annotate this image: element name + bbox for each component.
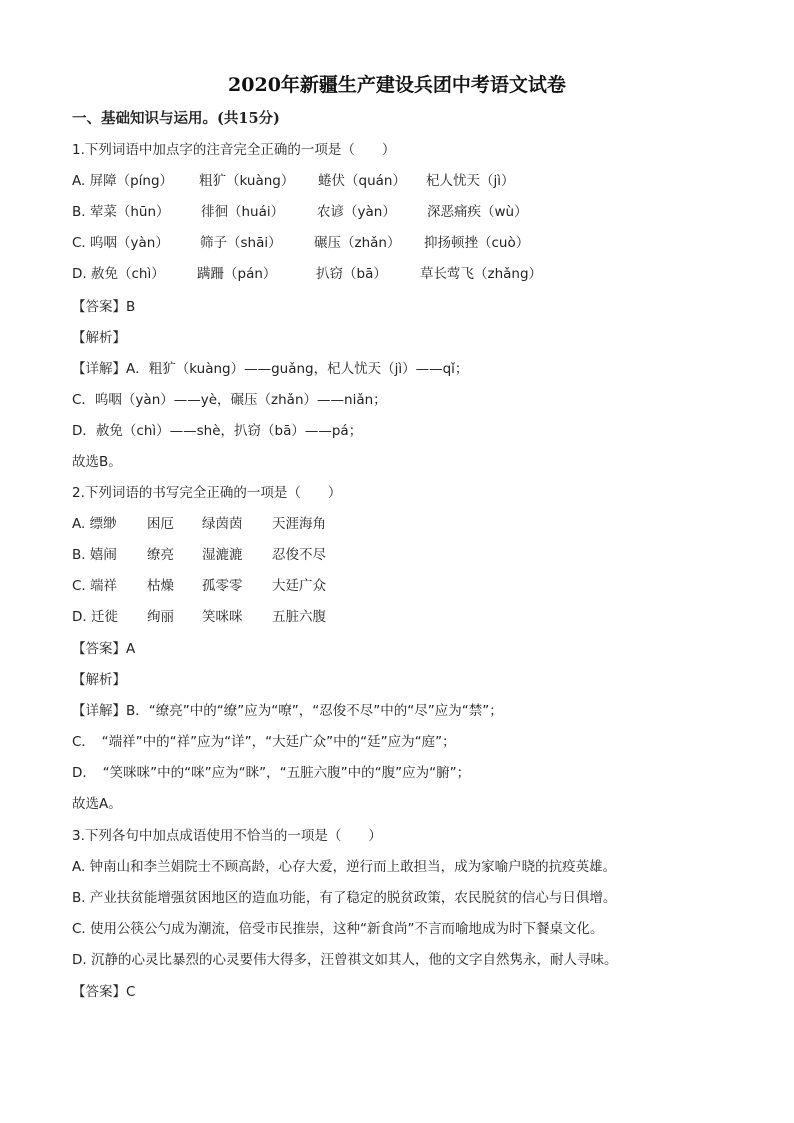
q2-answer: 【答案】A — [72, 641, 136, 657]
q1-c-word3: 碾压（zhǎn） — [314, 235, 401, 251]
q2-a-word4: 天涯海角 — [272, 516, 326, 532]
q2-stem: 2.下列词语的书写完全正确的一项是（ ） — [72, 485, 342, 501]
q1-b-word4: 深恶痛疾（wù） — [427, 204, 528, 220]
q2-option-b — [72, 546, 472, 564]
q1-conclusion: 故选B。 — [72, 454, 122, 470]
q3-option-c: C. 使用公筷公勺成为潮流，倍受市民推崇，这种“新食尚”不言而喻地成为时下餐桌文化。 — [72, 921, 604, 937]
q2-c-word3: 孤零零 — [202, 578, 243, 594]
q1-option-d — [72, 265, 722, 283]
q2-a-word1: A. 缥缈 — [72, 516, 117, 532]
q2-option-a — [72, 515, 472, 533]
q3-stem: 3.下列各句中加点成语使用不恰当的一项是（ ） — [72, 828, 382, 844]
q2-d-word4: 五脏六腹 — [272, 609, 326, 625]
section-heading: 一、基础知识与运用。(共15分) — [72, 110, 280, 127]
q2-detail-2: C． “端祥”中的“祥”应为“详”，“大廷广众”中的“廷”应为“庭”； — [72, 734, 456, 750]
q2-option-d — [72, 608, 472, 626]
q1-b-word3: 农谚（yàn） — [317, 204, 396, 220]
q3-option-d: D. 沉静的心灵比暴烈的心灵要伟大得多，汪曾祺文如其人，他的文字自然隽永，耐人寻味。 — [72, 952, 618, 968]
q1-answer: 【答案】B — [72, 299, 136, 315]
q1-detail-1: 【详解】A．粗犷（kuàng）——guǎng，杞人忧天（jì）——qǐ； — [72, 361, 469, 377]
q1-a-word3: 蜷伏（quán） — [318, 173, 406, 189]
q2-option-c — [72, 577, 472, 595]
q1-c-word4: 抑扬顿挫（cuò） — [424, 235, 530, 251]
q1-stem: 1.下列词语中加点字的注音完全正确的一项是（ ） — [72, 142, 396, 158]
q2-c-word4: 大廷广众 — [272, 578, 326, 594]
q3-option-b: B. 产业扶贫能增强贫困地区的造血功能，有了稳定的脱贫政策，农民脱贫的信心与日俱增。 — [72, 890, 617, 906]
q1-d-word1: D. 赦免（chì） — [72, 266, 165, 282]
q2-b-word4: 忍俊不尽 — [272, 547, 326, 563]
q3-answer: 【答案】C — [72, 984, 136, 1000]
q1-option-c — [72, 234, 722, 252]
q2-a-word2: 困厄 — [147, 516, 174, 532]
q2-d-word1: D. 迁徙 — [72, 609, 118, 625]
q3-option-a: A. 钟南山和李兰娟院士不顾高龄，心存大爱，逆行而上敢担当，成为家喻户晓的抗疫英雄。 — [72, 859, 617, 875]
q1-analysis-label: 【解析】 — [72, 330, 126, 346]
q2-analysis-label: 【解析】 — [72, 672, 126, 688]
q1-b-word2: 徘徊（huái） — [201, 204, 285, 220]
q2-b-word3: 湿漉漉 — [202, 547, 243, 563]
q1-option-b — [72, 203, 722, 221]
q1-d-word4: 草长莺飞（zhǎng） — [420, 266, 543, 282]
q2-conclusion: 故选A。 — [72, 796, 122, 812]
q1-a-word2: 粗犷（kuàng） — [199, 173, 295, 189]
document-title: 2020年新疆生产建设兵团中考语文试卷 — [228, 74, 566, 96]
q1-c-word2: 筛子（shāi） — [200, 235, 282, 251]
q2-b-word2: 缭亮 — [147, 547, 174, 563]
q2-c-word2: 枯燥 — [147, 578, 174, 594]
q2-d-word2: 绚丽 — [147, 609, 174, 625]
q2-detail-3: D． “笑咪咪”中的“咪”应为“眯”，“五脏六腹”中的“腹”应为“腑”； — [72, 765, 471, 781]
q1-detail-3: D．赦免（chì）——shè，扒窃（bā）——pá； — [72, 423, 363, 439]
q2-b-word1: B. 嬉闹 — [72, 547, 117, 563]
q1-detail-2: C．呜咽（yàn）——yè，碾压（zhǎn）——niǎn； — [72, 392, 387, 408]
q2-c-word1: C. 端祥 — [72, 578, 118, 594]
q1-d-word3: 扒窃（bā） — [316, 266, 387, 282]
q1-b-word1: B. 荤菜（hūn） — [72, 204, 170, 220]
q2-detail-1: 【详解】B．“缭亮”中的“缭”应为“嘹”，“忍俊不尽”中的“尽”应为“禁”； — [72, 703, 503, 719]
q2-a-word3: 绿茵茵 — [202, 516, 243, 532]
q1-c-word1: C. 呜咽（yàn） — [72, 235, 169, 251]
q1-option-a — [72, 172, 722, 190]
q1-d-word2: 蹒跚（pán） — [197, 266, 277, 282]
q1-a-word1: A. 屏障（píng） — [72, 173, 174, 189]
q1-a-word4: 杞人忧天（jì） — [426, 173, 515, 189]
q2-d-word3: 笑咪咪 — [202, 609, 243, 625]
